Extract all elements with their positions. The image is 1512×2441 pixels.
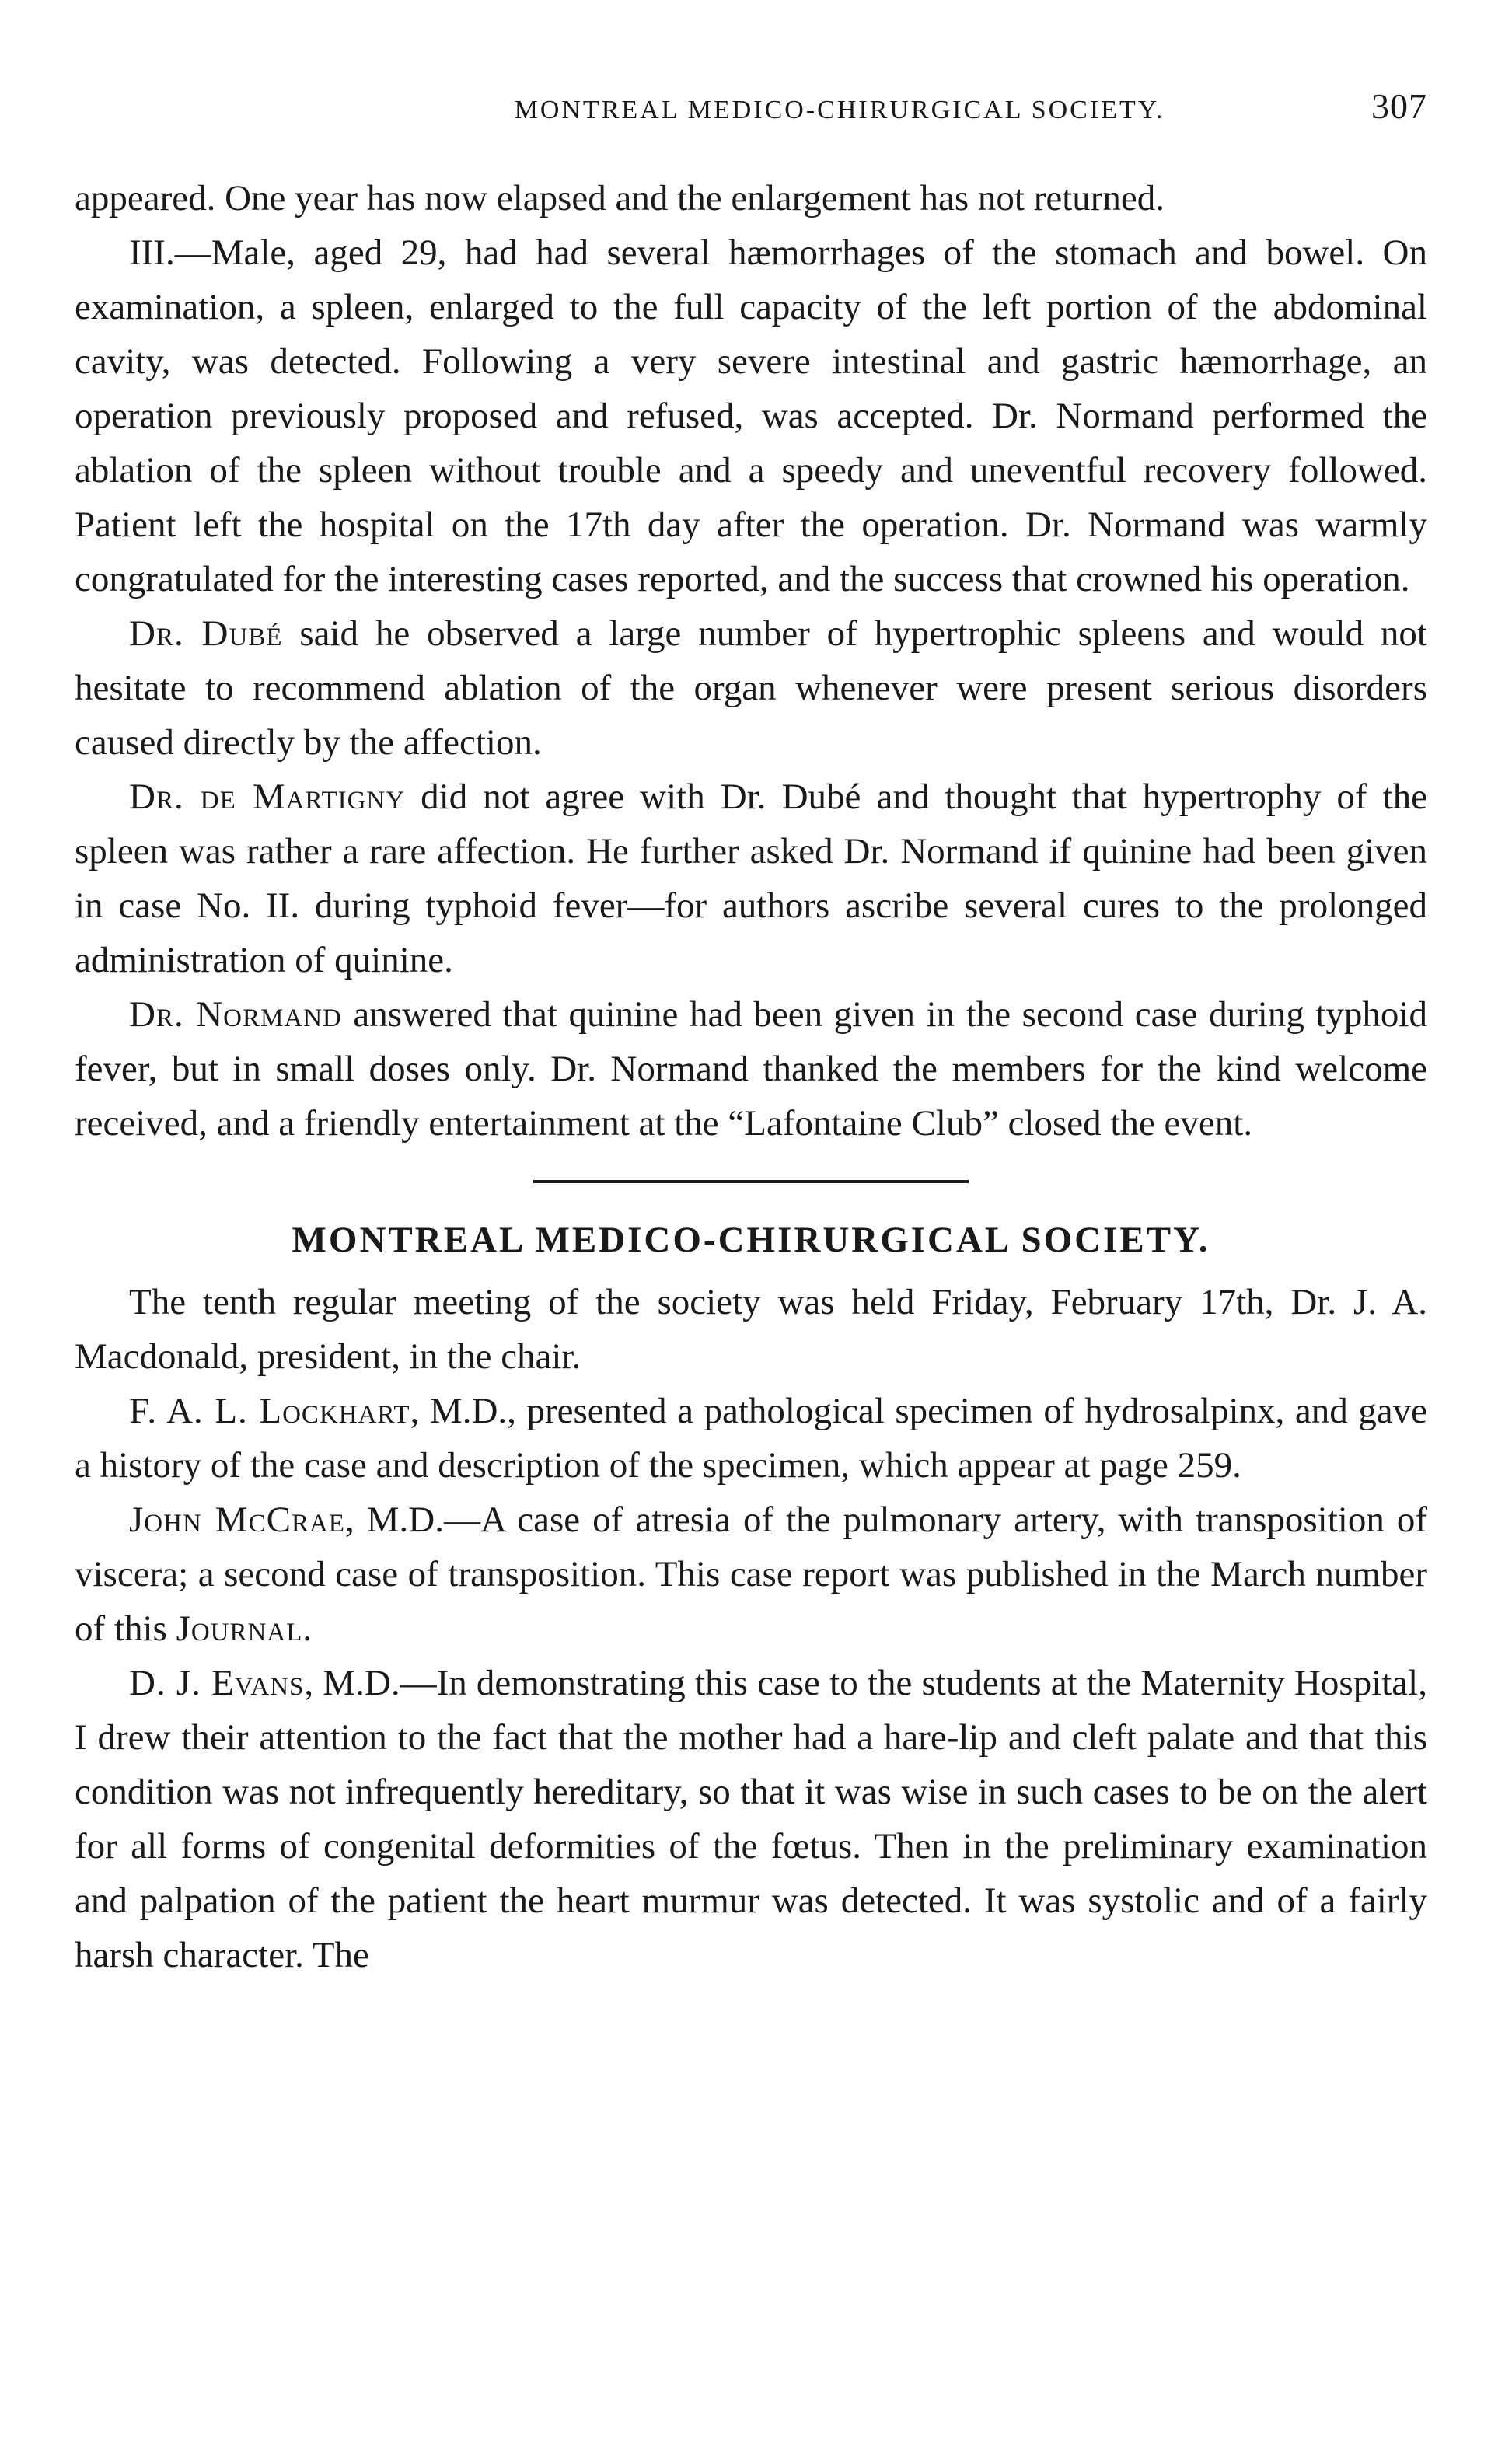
speaker-name: Dr. de Martigny <box>129 777 406 817</box>
paragraph-text: answered that quinine had been given in the second case during typhoid fever, but in small doses only. Dr. Normand thanked the members for the kind welcome received, and a friendly entertainment at the “Lafontaine Club” closed the event. <box>75 994 1427 1144</box>
speaker-name: Dr. Normand <box>129 994 342 1035</box>
running-header <box>75 86 1427 140</box>
page-number: 307 <box>1371 86 1427 126</box>
paragraph-normand <box>75 987 1427 1151</box>
paragraph-dube <box>75 606 1427 770</box>
document-page <box>75 86 1427 2387</box>
running-title: MONTREAL MEDICO-CHIRURGICAL SOCIETY. <box>514 96 1165 124</box>
paragraph-text: , M.D.—A case of atresia of the pulmonary artery, with transposition of viscera; a second case of transposition. This case report was published in the March number of this <box>75 1500 1428 1649</box>
paragraph-text-end: . <box>302 1608 313 1649</box>
paragraph-text: did not agree with Dr. Dubé and thought that hypertrophy of the spleen was rather a rare affection. He further asked Dr. Normand if quinine had been given in case No. II. during typhoid fever—for authors ascribe several cures to the prolonged administration of quinine. <box>75 777 1427 980</box>
speaker-name: F. A. L. Lockhart <box>129 1391 410 1431</box>
paragraph-lockhart <box>75 1384 1427 1493</box>
paragraph-mccrae <box>75 1493 1427 1656</box>
speaker-name: Dr. Dubé <box>129 613 283 654</box>
paragraph-text: , M.D.—In demonstrating this case to the students at the Maternity Hospital, I drew their attention to the fact that the mother had a hare-lip and cleft palate and that this condition was not infrequently hereditary, so that it was wise in such cases to be on the alert for all forms of congenital deformities of the fœtus. Then in the preliminary examination and palpation of the patient the heart murmur was detected. It was systolic and of a fairly harsh character. The <box>75 1663 1427 1975</box>
paragraph-case-three: III.—Male, aged 29, had had several hæmorrhages of the stomach and bowel. On examination, a spleen, enlarged to the full capacity of the left portion of the abdominal cavity, was detected. Following a very severe intestinal and gastric hæmorrhage, an operation previously proposed and refused, was accepted. Dr. Normand performed the ablation of the spleen without trouble and a speedy and uneventful recovery followed. Patient left the hospital on the 17th day after the operation. Dr. Normand was warmly congratulated for the interesting cases reported, and the success that crowned his operation. <box>75 232 1427 599</box>
paragraph-continued: appeared. One year has now elapsed and the enlargement has not returned. <box>75 178 1165 218</box>
paragraph-text: , M.D., presented a pathological specimen of hydrosalpinx, and gave a history of the case and description of the specimen, which appear at page 259. <box>75 1391 1427 1486</box>
paragraph-martigny <box>75 770 1427 987</box>
speaker-name: John McCrae <box>129 1500 345 1540</box>
journal-name: Journal <box>176 1608 303 1649</box>
section-divider <box>533 1180 969 1183</box>
paragraph-meeting-intro: The tenth regular meeting of the society was held Friday, February 17th, Dr. J. A. Macdonald, president, in the chair. <box>75 1282 1427 1377</box>
paragraph-evans <box>75 1656 1427 1982</box>
speaker-name: D. J. Evans <box>129 1663 305 1703</box>
paragraph-text: said he observed a large number of hypertrophic spleens and would not hesitate to recommend ablation of the organ whenever were present serious disorders caused directly by the affection. <box>75 613 1427 763</box>
section-heading: MONTREAL MEDICO-CHIRURGICAL SOCIETY. <box>292 1220 1210 1260</box>
